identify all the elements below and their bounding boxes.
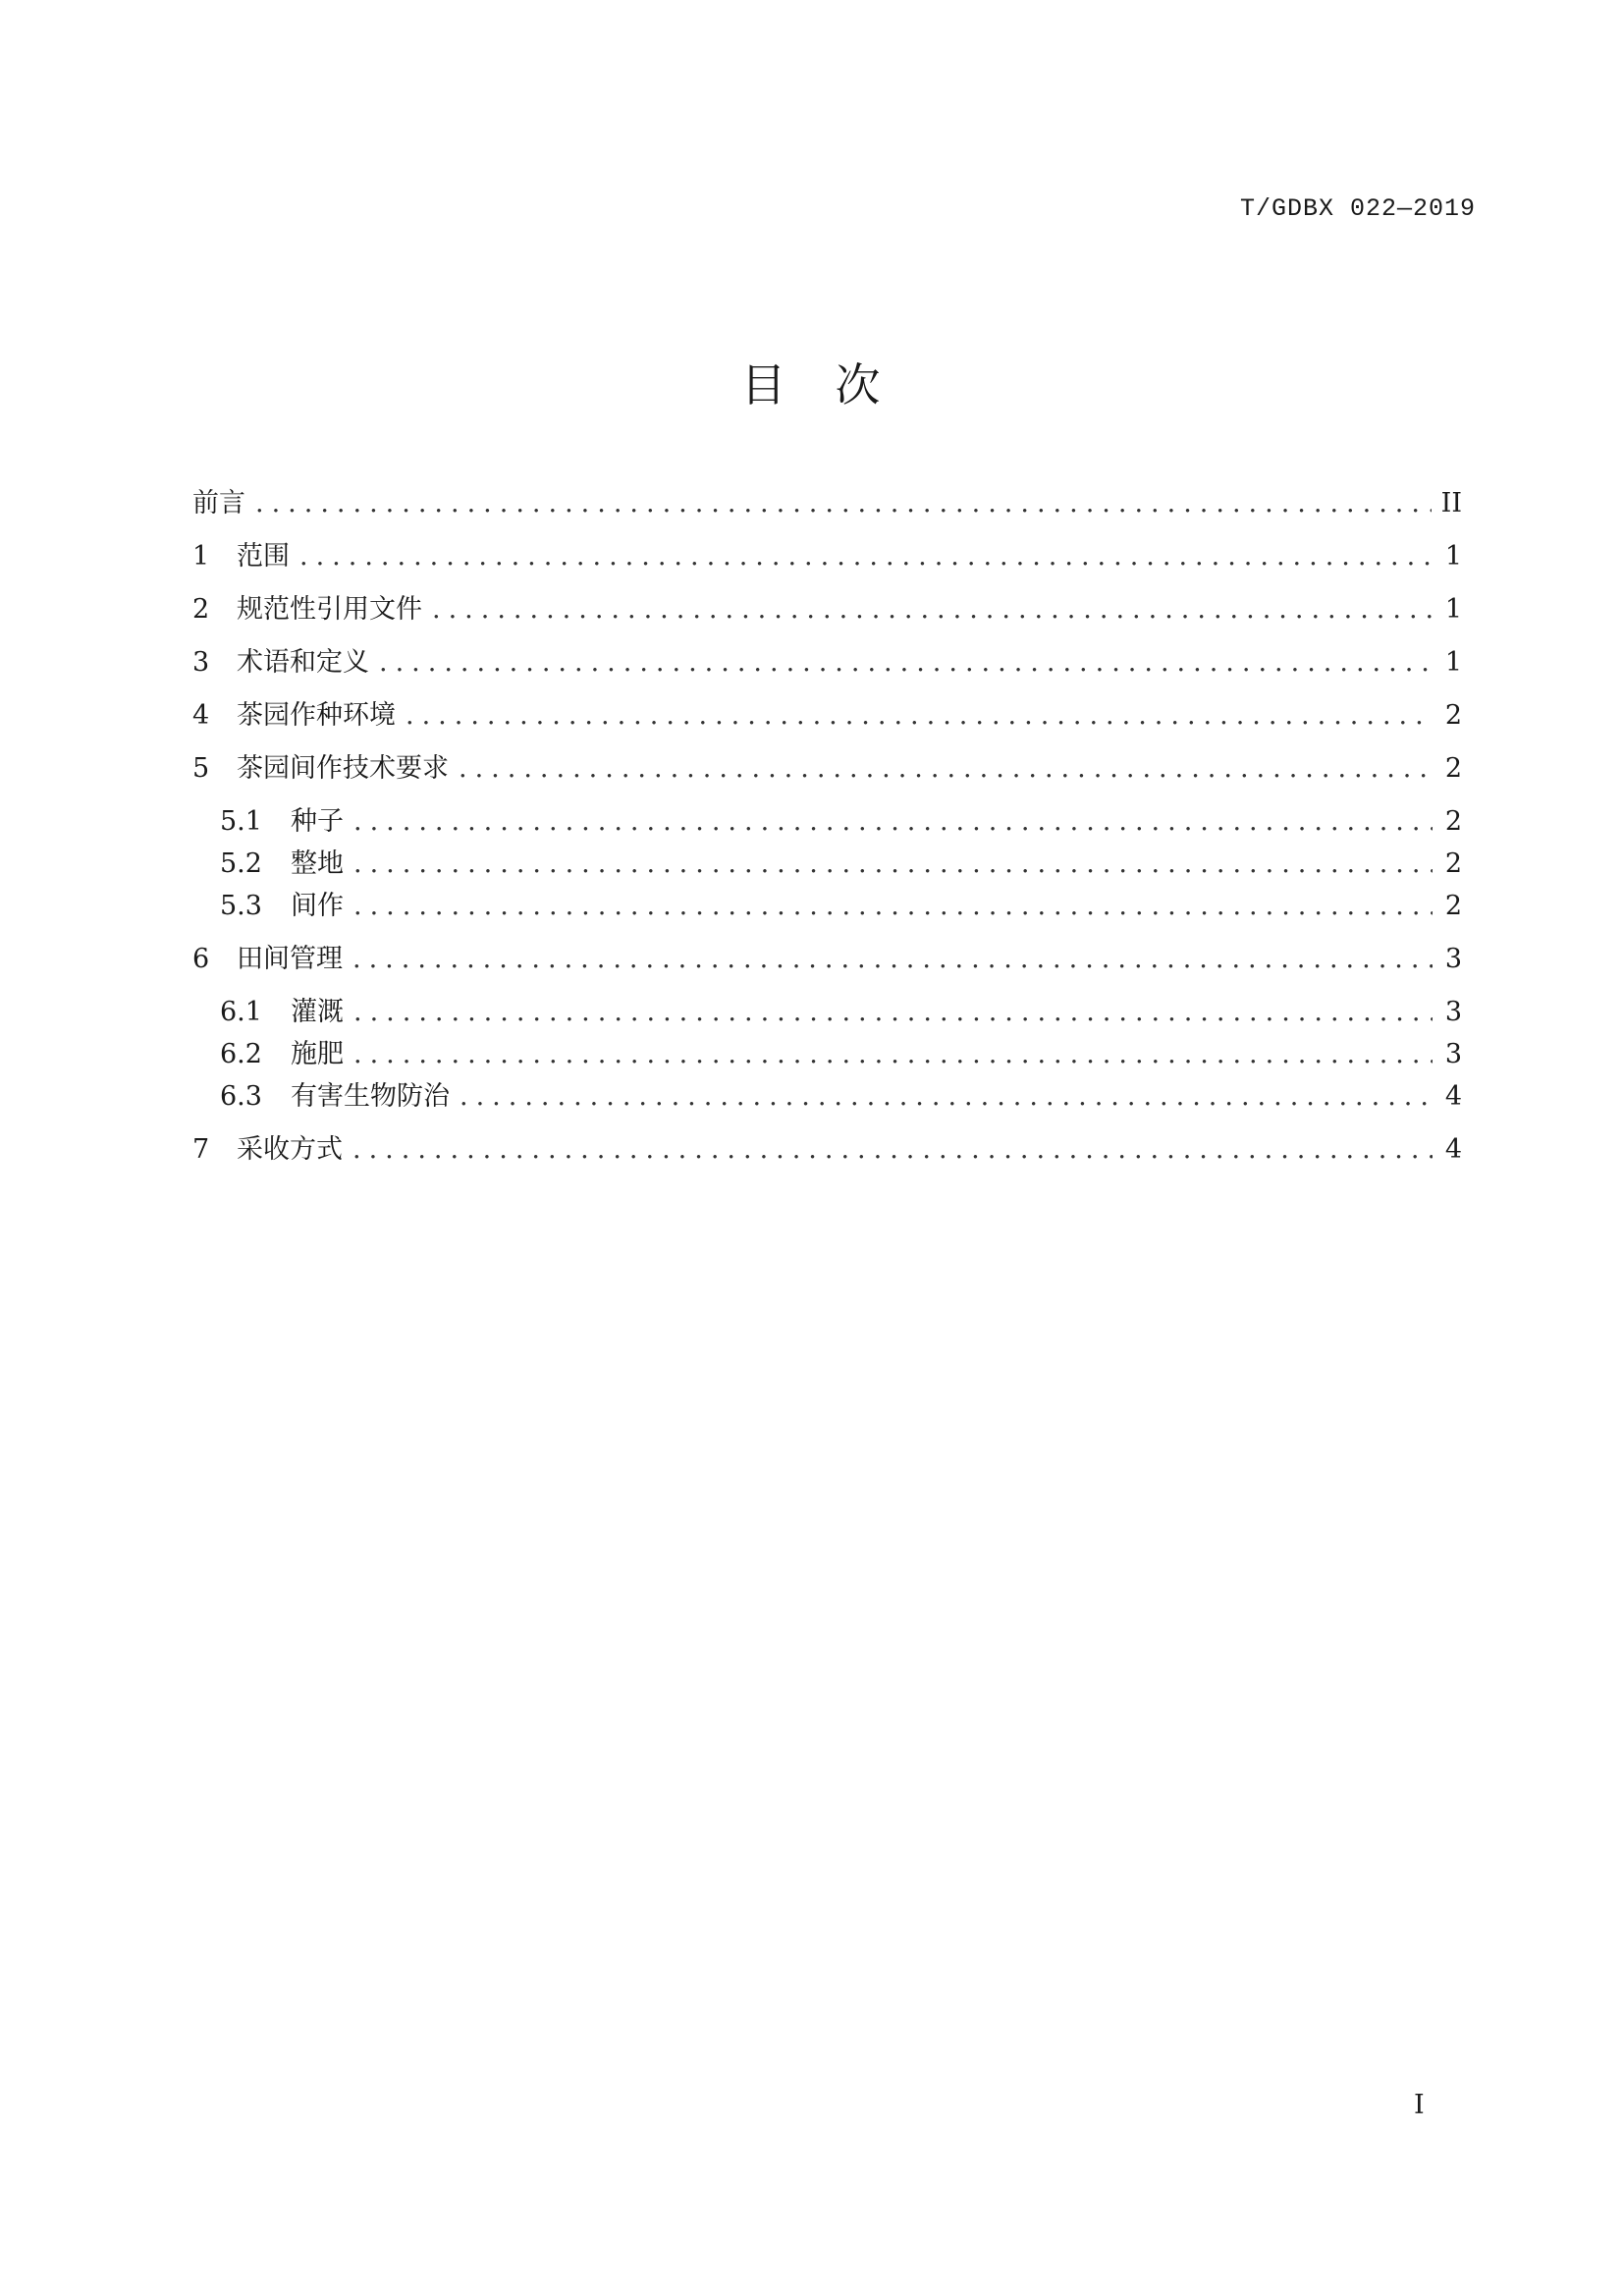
toc-entry-label: 前言 (192, 488, 245, 519)
standard-code: T/GDBX 022—2019 (1239, 194, 1476, 223)
toc-dot-leader (299, 539, 1433, 574)
toc-entry-label: 整地 (291, 848, 344, 879)
toc-entry-terms-definitions[interactable] (192, 645, 1462, 681)
toc-entry-label: 间作 (291, 891, 344, 921)
toc-dot-leader (353, 995, 1433, 1030)
toc-entry-number: 2 (192, 594, 210, 625)
toc-entry-seeds[interactable] (220, 804, 1462, 840)
toc-entry-number: 7 (192, 1134, 210, 1165)
toc-dot-leader (255, 486, 1432, 521)
toc-entry-number: 6.1 (220, 997, 262, 1027)
toc-entry-field-management[interactable] (192, 942, 1462, 977)
toc-entry-page: 2 (1444, 848, 1462, 879)
toc-dot-leader (379, 645, 1433, 681)
toc-entry-label: 茶园作种环境 (237, 700, 396, 731)
toc-dot-leader (353, 889, 1433, 924)
toc-entry-number: 1 (192, 541, 210, 572)
toc-entry-page: II (1440, 488, 1462, 519)
toc-dot-leader (353, 804, 1433, 840)
toc-entry-intercropping[interactable] (220, 889, 1462, 924)
toc-entry-label: 茶园间作技术要求 (237, 753, 449, 784)
toc-entry-number: 5 (192, 753, 210, 784)
toc-entry-number: 4 (192, 700, 210, 731)
toc-entry-land-preparation[interactable] (220, 847, 1462, 882)
page-number: I (1414, 2090, 1425, 2120)
toc-entry-environment[interactable] (192, 698, 1462, 734)
toc-entry-page: 1 (1444, 647, 1462, 678)
toc-entry-page: 2 (1444, 806, 1462, 837)
toc-entry-label: 种子 (291, 806, 344, 837)
toc-entry-foreword[interactable] (192, 486, 1462, 521)
toc-entry-technical-requirements[interactable] (192, 751, 1462, 787)
toc-entry-label: 范围 (237, 541, 290, 572)
toc-entry-normative-references[interactable] (192, 592, 1462, 628)
toc-entry-number: 5.3 (220, 891, 262, 921)
toc-dot-leader (460, 1079, 1433, 1115)
toc-entry-page: 4 (1444, 1134, 1462, 1165)
toc-entry-number: 5.2 (220, 848, 262, 879)
toc-entry-page: 1 (1444, 541, 1462, 572)
toc-entry-label: 田间管理 (237, 944, 343, 974)
toc-entry-label: 规范性引用文件 (237, 594, 422, 625)
toc-entry-number: 5.1 (220, 806, 262, 837)
toc-entry-label: 采收方式 (237, 1134, 343, 1165)
toc-entry-number: 6.2 (220, 1039, 262, 1069)
toc-dot-leader (432, 592, 1433, 628)
toc-entry-number: 6.3 (220, 1081, 262, 1112)
toc-dot-leader (406, 698, 1433, 734)
toc-entry-number: 6 (192, 944, 210, 974)
toc-entry-harvesting[interactable] (192, 1132, 1462, 1168)
toc-entry-pest-control[interactable] (220, 1079, 1462, 1115)
toc-entry-label: 有害生物防治 (291, 1081, 450, 1112)
toc-entry-scope[interactable] (192, 539, 1462, 574)
toc-dot-leader (353, 847, 1433, 882)
toc-entry-page: 2 (1444, 891, 1462, 921)
toc-dot-leader (353, 1037, 1433, 1072)
toc-entry-fertilization[interactable] (220, 1037, 1462, 1072)
toc-entry-label: 施肥 (291, 1039, 344, 1069)
toc-entry-page: 3 (1444, 997, 1462, 1027)
toc-entry-page: 2 (1444, 753, 1462, 784)
toc-entry-page: 2 (1444, 700, 1462, 731)
toc-entry-label: 术语和定义 (237, 647, 369, 678)
toc-dot-leader (459, 751, 1433, 787)
toc-entry-page: 3 (1444, 1039, 1462, 1069)
toc-entry-label: 灌溉 (291, 997, 344, 1027)
toc-entry-page: 1 (1444, 594, 1462, 625)
toc-dot-leader (352, 1132, 1433, 1168)
toc-entry-page: 3 (1444, 944, 1462, 974)
page-title: 目 次 (740, 358, 883, 411)
toc-dot-leader (352, 942, 1433, 977)
toc-entry-irrigation[interactable] (220, 995, 1462, 1030)
toc-entry-page: 4 (1444, 1081, 1462, 1112)
toc-entry-number: 3 (192, 647, 210, 678)
